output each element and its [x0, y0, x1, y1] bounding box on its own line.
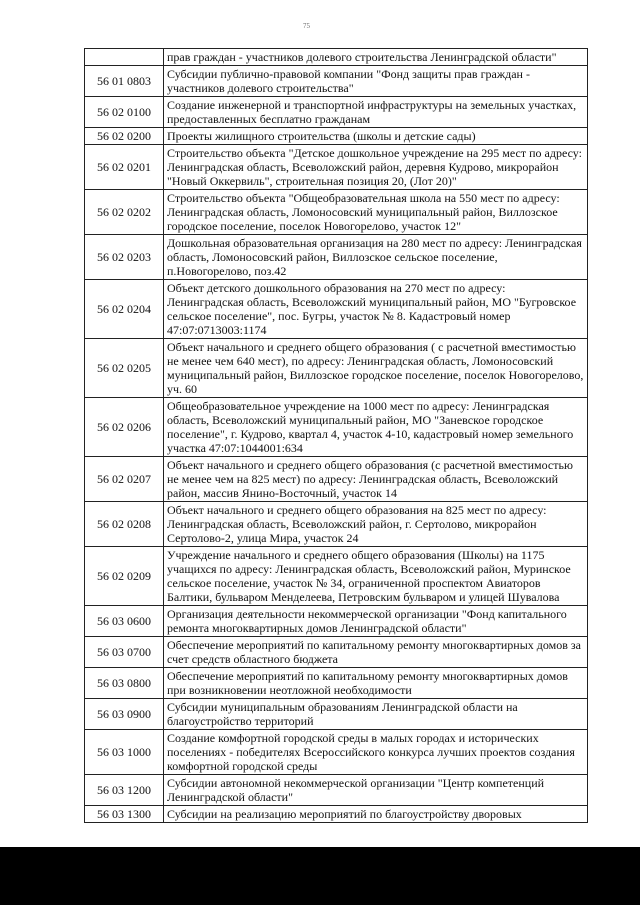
row-code: 56 02 0208 [85, 502, 164, 547]
row-code: 56 01 0803 [85, 66, 164, 97]
row-code: 56 02 0100 [85, 97, 164, 128]
table-row [85, 49, 588, 66]
table-row [85, 128, 588, 145]
row-code: 56 02 0204 [85, 280, 164, 339]
row-code: 56 03 0600 [85, 606, 164, 637]
table-row [85, 637, 588, 668]
row-description: Субсидии на реализацию мероприятий по благоустройству дворовых [164, 806, 588, 823]
row-code: 56 02 0209 [85, 547, 164, 606]
row-code: 56 02 0206 [85, 398, 164, 457]
table-row [85, 97, 588, 128]
table-row [85, 235, 588, 280]
table-row [85, 730, 588, 775]
row-description: Дошкольная образовательная организация на 280 мест по адресу: Ленинградская область, Ломоносовский район, Виллозское сельское поселение, п.Новогорелово, поз.42 [164, 235, 588, 280]
budget-classification-table [84, 48, 588, 823]
row-description: Субсидии муниципальным образованиям Ленинградской области на благоустройство территорий [164, 699, 588, 730]
table-row [85, 457, 588, 502]
row-code: 56 02 0200 [85, 128, 164, 145]
row-code: 56 03 1000 [85, 730, 164, 775]
table-row [85, 547, 588, 606]
table-row [85, 66, 588, 97]
row-code: 56 03 1200 [85, 775, 164, 806]
row-code: 56 02 0203 [85, 235, 164, 280]
row-description: Строительство объекта "Детское дошкольное учреждение на 295 мест по адресу: Ленинградская область, Всеволожский район, деревня Кудрово, микрорайон "Новый Оккервиль", строительная позиция 20, (Лот 20)" [164, 145, 588, 190]
table-row [85, 502, 588, 547]
row-code: 56 02 0201 [85, 145, 164, 190]
row-description: Создание инженерной и транспортной инфраструктуры на земельных участках, предоставленных бесплатно гражданам [164, 97, 588, 128]
row-code: 56 02 0205 [85, 339, 164, 398]
row-description: Объект детского дошкольного образования на 270 мест по адресу: Ленинградская область, Всеволожский муниципальный район, МО "Бугровское сельское поселение", пос. Бугры, участок № 8. Кадастровый номер 47:07:0713003:1174 [164, 280, 588, 339]
row-description: Проекты жилищного строительства (школы и детские сады) [164, 128, 588, 145]
row-description: Строительство объекта "Общеобразовательная школа на 550 мест по адресу: Ленинградская область, Ломоносовский муниципальный район, Виллозское городское поселение, поселок Новогорелово, участок 12" [164, 190, 588, 235]
table-row [85, 190, 588, 235]
table-row [85, 806, 588, 823]
table-row [85, 280, 588, 339]
table-body [85, 49, 588, 823]
row-code: 56 03 0700 [85, 637, 164, 668]
row-code: 56 03 1300 [85, 806, 164, 823]
row-description: Организация деятельности некоммерческой организации "Фонд капитального ремонта многоквартирных домов Ленинградской области" [164, 606, 588, 637]
row-description: Объект начального и среднего общего образования ( с расчетной вместимостью не менее чем 640 мест), по адресу: Ленинградская область, Ломоносовский муниципальный район, Виллозское городское поселение, поселок Новогорелово, уч. 60 [164, 339, 588, 398]
table-row [85, 145, 588, 190]
row-description: Учреждение начального и среднего общего образования (Школы) на 1175 учащихся по адресу: Ленинградская область, Всеволожский район, Муринское сельское поселение, участок № 34, ограниченной проспектом Авиаторов Балтики, бульваром Менделеева, Петровским бульваром и улицей Шувалова [164, 547, 588, 606]
row-description: Обеспечение мероприятий по капитальному ремонту многоквартирных домов за счет средств областного бюджета [164, 637, 588, 668]
row-code: 56 03 0800 [85, 668, 164, 699]
row-description: Субсидии публично-правовой компании "Фонд защиты прав граждан - участников долевого строительства" [164, 66, 588, 97]
row-code [85, 49, 164, 66]
row-description: Создание комфортной городской среды в малых городах и исторических поселениях - победителях Всероссийского конкурса лучших проектов создания комфортной городской среды [164, 730, 588, 775]
row-code: 56 03 0900 [85, 699, 164, 730]
table-row [85, 606, 588, 637]
row-description: Объект начального и среднего общего образования на 825 мест по адресу: Ленинградская область, Всеволожский район, г. Сертолово, микрорайон Сертолово-2, улица Мира, участок 24 [164, 502, 588, 547]
table-row [85, 339, 588, 398]
row-description: Субсидии автономной некоммерческой организации "Центр компетенций Ленинградской области" [164, 775, 588, 806]
table-row [85, 775, 588, 806]
scan-bottom-band [0, 847, 640, 905]
row-description: прав граждан - участников долевого строительства Ленинградской области" [164, 49, 588, 66]
row-code: 56 02 0207 [85, 457, 164, 502]
row-description: Обеспечение мероприятий по капитальному ремонту многоквартирных домов при возникновении неотложной необходимости [164, 668, 588, 699]
row-description: Общеобразовательное учреждение на 1000 мест по адресу: Ленинградская область, Всеволожский муниципальный район, МО "Заневское городское поселение", г. Кудрово, квартал 4, участок 4-10, кадастровый номер земельного участка 47:07:1044001:634 [164, 398, 588, 457]
table-row [85, 398, 588, 457]
row-description: Объект начального и среднего общего образования (с расчетной вместимостью не менее чем на 825 мест) по адресу: Ленинградская область, Всеволожский район, массив Янино-Восточный, участок 14 [164, 457, 588, 502]
page-number: 75 [303, 22, 310, 30]
table-row [85, 699, 588, 730]
table-row [85, 668, 588, 699]
row-code: 56 02 0202 [85, 190, 164, 235]
